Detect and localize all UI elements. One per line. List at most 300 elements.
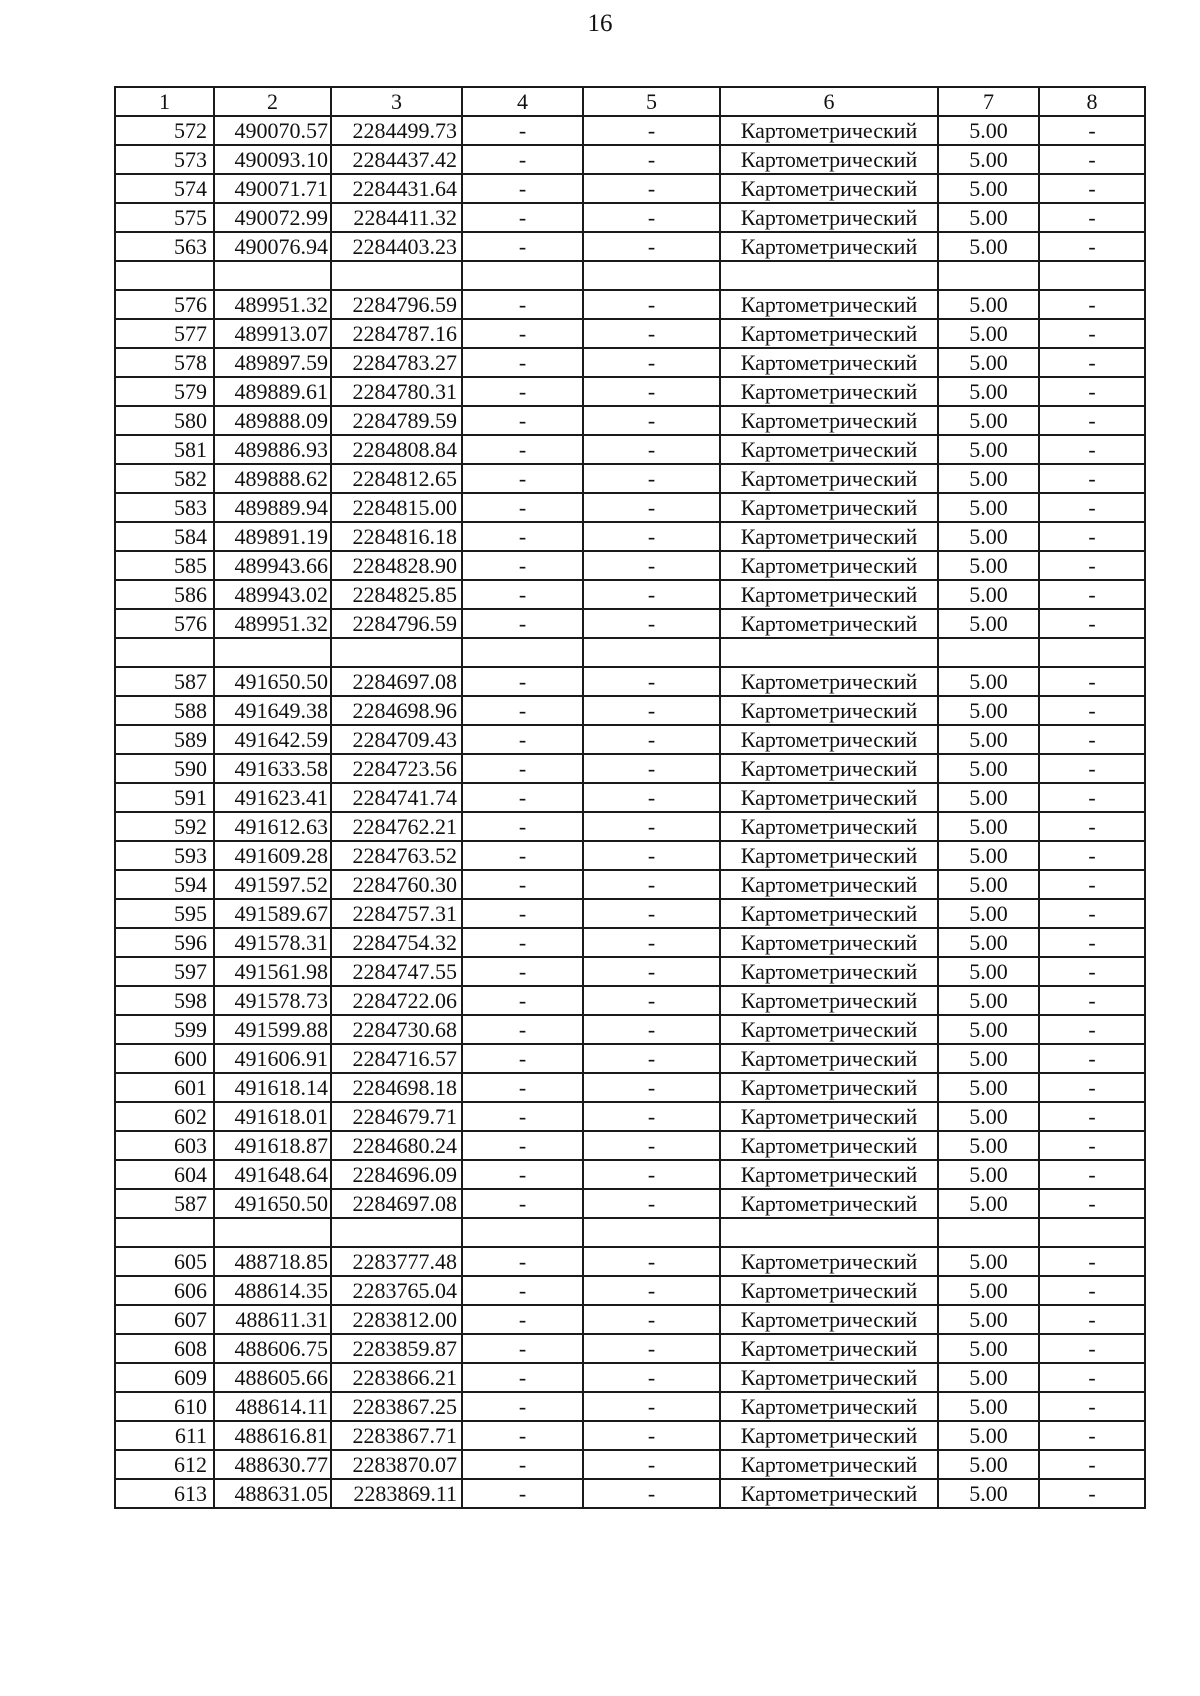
x-coordinate-cell: 491612.63 xyxy=(214,812,331,841)
col-5-cell: - xyxy=(583,493,720,522)
point-number-cell: 600 xyxy=(115,1044,214,1073)
method-cell: Картометрический xyxy=(720,1044,938,1073)
col-8-cell: - xyxy=(1039,232,1145,261)
table-row xyxy=(115,725,1145,754)
table-row xyxy=(115,1131,1145,1160)
col-4-cell: - xyxy=(462,1450,583,1479)
x-coordinate-cell: 489951.32 xyxy=(214,290,331,319)
col-8-cell: - xyxy=(1039,145,1145,174)
col-8-cell: - xyxy=(1039,377,1145,406)
point-number-cell: 587 xyxy=(115,667,214,696)
col-8-cell: - xyxy=(1039,812,1145,841)
col-5-cell: - xyxy=(583,986,720,1015)
col-4-cell: - xyxy=(462,522,583,551)
x-coordinate-cell: 488605.66 xyxy=(214,1363,331,1392)
y-coordinate-cell: 2283765.04 xyxy=(331,1276,462,1305)
col-8-cell: - xyxy=(1039,1189,1145,1218)
col-4-cell: - xyxy=(462,1102,583,1131)
point-number-cell: 610 xyxy=(115,1392,214,1421)
x-coordinate-cell: 490093.10 xyxy=(214,145,331,174)
col-5-cell: - xyxy=(583,870,720,899)
method-cell: Картометрический xyxy=(720,1479,938,1508)
col-5-cell: - xyxy=(583,899,720,928)
x-coordinate-cell: 491623.41 xyxy=(214,783,331,812)
col-5-cell: - xyxy=(583,1073,720,1102)
table-row xyxy=(115,1334,1145,1363)
col-4-cell: - xyxy=(462,203,583,232)
col-4-cell xyxy=(462,1218,583,1247)
y-coordinate-cell: 2284787.16 xyxy=(331,319,462,348)
point-number-cell: 578 xyxy=(115,348,214,377)
col-8-cell xyxy=(1039,638,1145,667)
col-8-cell: - xyxy=(1039,1102,1145,1131)
page-number: 16 xyxy=(587,10,613,37)
col-8-cell: - xyxy=(1039,754,1145,783)
col-5-cell: - xyxy=(583,725,720,754)
accuracy-cell: 5.00 xyxy=(938,609,1039,638)
y-coordinate-cell: 2284698.18 xyxy=(331,1073,462,1102)
table-row xyxy=(115,1276,1145,1305)
method-cell xyxy=(720,638,938,667)
col-4-cell: - xyxy=(462,812,583,841)
col-4-cell: - xyxy=(462,464,583,493)
col-4-cell: - xyxy=(462,957,583,986)
table-row xyxy=(115,1015,1145,1044)
accuracy-cell: 5.00 xyxy=(938,783,1039,812)
separator-row xyxy=(115,261,1145,290)
table-row xyxy=(115,754,1145,783)
col-5-cell: - xyxy=(583,1160,720,1189)
table-row xyxy=(115,783,1145,812)
x-coordinate-cell: 491578.31 xyxy=(214,928,331,957)
point-number-cell: 611 xyxy=(115,1421,214,1450)
column-header-4: 4 xyxy=(462,87,583,116)
x-coordinate-cell: 490070.57 xyxy=(214,116,331,145)
y-coordinate-cell: 2283859.87 xyxy=(331,1334,462,1363)
accuracy-cell: 5.00 xyxy=(938,493,1039,522)
col-8-cell: - xyxy=(1039,290,1145,319)
table-row xyxy=(115,232,1145,261)
method-cell: Картометрический xyxy=(720,406,938,435)
x-coordinate-cell: 491578.73 xyxy=(214,986,331,1015)
table-row xyxy=(115,116,1145,145)
col-5-cell: - xyxy=(583,1015,720,1044)
y-coordinate-cell xyxy=(331,1218,462,1247)
accuracy-cell: 5.00 xyxy=(938,1247,1039,1276)
x-coordinate-cell: 490071.71 xyxy=(214,174,331,203)
point-number-cell: 591 xyxy=(115,783,214,812)
accuracy-cell: 5.00 xyxy=(938,435,1039,464)
point-number-cell: 606 xyxy=(115,1276,214,1305)
x-coordinate-cell: 488631.05 xyxy=(214,1479,331,1508)
x-coordinate-cell: 491618.14 xyxy=(214,1073,331,1102)
col-8-cell: - xyxy=(1039,203,1145,232)
table-row xyxy=(115,522,1145,551)
accuracy-cell: 5.00 xyxy=(938,116,1039,145)
y-coordinate-cell: 2284828.90 xyxy=(331,551,462,580)
accuracy-cell: 5.00 xyxy=(938,1102,1039,1131)
x-coordinate-cell: 489889.94 xyxy=(214,493,331,522)
point-number-cell: 604 xyxy=(115,1160,214,1189)
col-5-cell: - xyxy=(583,203,720,232)
y-coordinate-cell: 2284783.27 xyxy=(331,348,462,377)
col-4-cell: - xyxy=(462,377,583,406)
accuracy-cell: 5.00 xyxy=(938,145,1039,174)
x-coordinate-cell: 491633.58 xyxy=(214,754,331,783)
table-row xyxy=(115,1073,1145,1102)
x-coordinate-cell: 491618.01 xyxy=(214,1102,331,1131)
accuracy-cell: 5.00 xyxy=(938,348,1039,377)
y-coordinate-cell: 2284754.32 xyxy=(331,928,462,957)
method-cell xyxy=(720,1218,938,1247)
method-cell: Картометрический xyxy=(720,551,938,580)
x-coordinate-cell: 491589.67 xyxy=(214,899,331,928)
col-4-cell: - xyxy=(462,1015,583,1044)
point-number-cell: 605 xyxy=(115,1247,214,1276)
col-4-cell: - xyxy=(462,174,583,203)
table-row xyxy=(115,319,1145,348)
y-coordinate-cell: 2283870.07 xyxy=(331,1450,462,1479)
point-number-cell: 585 xyxy=(115,551,214,580)
accuracy-cell: 5.00 xyxy=(938,870,1039,899)
method-cell: Картометрический xyxy=(720,928,938,957)
y-coordinate-cell: 2284431.64 xyxy=(331,174,462,203)
x-coordinate-cell: 489943.02 xyxy=(214,580,331,609)
y-coordinate-cell: 2283867.71 xyxy=(331,1421,462,1450)
method-cell: Картометрический xyxy=(720,464,938,493)
col-4-cell: - xyxy=(462,116,583,145)
table-row xyxy=(115,841,1145,870)
table-row xyxy=(115,174,1145,203)
y-coordinate-cell: 2284730.68 xyxy=(331,1015,462,1044)
col-8-cell: - xyxy=(1039,696,1145,725)
accuracy-cell: 5.00 xyxy=(938,174,1039,203)
table-row xyxy=(115,1247,1145,1276)
column-header-7: 7 xyxy=(938,87,1039,116)
point-number-cell: 592 xyxy=(115,812,214,841)
col-8-cell: - xyxy=(1039,1160,1145,1189)
x-coordinate-cell: 491649.38 xyxy=(214,696,331,725)
y-coordinate-cell: 2284763.52 xyxy=(331,841,462,870)
column-header-1: 1 xyxy=(115,87,214,116)
point-number-cell: 593 xyxy=(115,841,214,870)
method-cell: Картометрический xyxy=(720,203,938,232)
col-4-cell: - xyxy=(462,1479,583,1508)
method-cell: Картометрический xyxy=(720,522,938,551)
y-coordinate-cell: 2284723.56 xyxy=(331,754,462,783)
col-4-cell: - xyxy=(462,232,583,261)
col-5-cell: - xyxy=(583,145,720,174)
method-cell: Картометрический xyxy=(720,435,938,464)
method-cell: Картометрический xyxy=(720,145,938,174)
method-cell: Картометрический xyxy=(720,1334,938,1363)
x-coordinate-cell: 490072.99 xyxy=(214,203,331,232)
accuracy-cell: 5.00 xyxy=(938,1015,1039,1044)
col-8-cell: - xyxy=(1039,406,1145,435)
x-coordinate-cell: 490076.94 xyxy=(214,232,331,261)
point-number-cell: 609 xyxy=(115,1363,214,1392)
table-row xyxy=(115,464,1145,493)
col-5-cell: - xyxy=(583,232,720,261)
y-coordinate-cell: 2284716.57 xyxy=(331,1044,462,1073)
point-number-cell: 599 xyxy=(115,1015,214,1044)
point-number-cell: 563 xyxy=(115,232,214,261)
col-8-cell: - xyxy=(1039,319,1145,348)
col-8-cell: - xyxy=(1039,1276,1145,1305)
method-cell: Картометрический xyxy=(720,725,938,754)
accuracy-cell: 5.00 xyxy=(938,667,1039,696)
x-coordinate-cell: 488614.35 xyxy=(214,1276,331,1305)
table-row xyxy=(115,435,1145,464)
accuracy-cell: 5.00 xyxy=(938,928,1039,957)
col-4-cell: - xyxy=(462,348,583,377)
column-header-3: 3 xyxy=(331,87,462,116)
y-coordinate-cell: 2284499.73 xyxy=(331,116,462,145)
point-number-cell: 574 xyxy=(115,174,214,203)
x-coordinate-cell: 488606.75 xyxy=(214,1334,331,1363)
accuracy-cell: 5.00 xyxy=(938,319,1039,348)
col-4-cell: - xyxy=(462,493,583,522)
col-4-cell: - xyxy=(462,1363,583,1392)
y-coordinate-cell: 2284437.42 xyxy=(331,145,462,174)
y-coordinate-cell: 2284796.59 xyxy=(331,290,462,319)
y-coordinate-cell: 2284722.06 xyxy=(331,986,462,1015)
col-4-cell: - xyxy=(462,580,583,609)
accuracy-cell: 5.00 xyxy=(938,464,1039,493)
col-5-cell: - xyxy=(583,1131,720,1160)
point-number-cell: 595 xyxy=(115,899,214,928)
col-5-cell: - xyxy=(583,551,720,580)
x-coordinate-cell: 491648.64 xyxy=(214,1160,331,1189)
col-8-cell: - xyxy=(1039,957,1145,986)
accuracy-cell: 5.00 xyxy=(938,1479,1039,1508)
accuracy-cell: 5.00 xyxy=(938,725,1039,754)
col-4-cell xyxy=(462,638,583,667)
col-8-cell: - xyxy=(1039,1392,1145,1421)
table-row xyxy=(115,203,1145,232)
y-coordinate-cell: 2283867.25 xyxy=(331,1392,462,1421)
x-coordinate-cell xyxy=(214,261,331,290)
accuracy-cell: 5.00 xyxy=(938,1334,1039,1363)
accuracy-cell: 5.00 xyxy=(938,377,1039,406)
method-cell: Картометрический xyxy=(720,1247,938,1276)
method-cell xyxy=(720,261,938,290)
col-5-cell: - xyxy=(583,1363,720,1392)
method-cell: Картометрический xyxy=(720,319,938,348)
col-5-cell: - xyxy=(583,319,720,348)
point-number-cell: 576 xyxy=(115,609,214,638)
accuracy-cell: 5.00 xyxy=(938,1276,1039,1305)
y-coordinate-cell: 2284697.08 xyxy=(331,1189,462,1218)
col-5-cell: - xyxy=(583,580,720,609)
accuracy-cell: 5.00 xyxy=(938,1421,1039,1450)
x-coordinate-cell: 489886.93 xyxy=(214,435,331,464)
method-cell: Картометрический xyxy=(720,841,938,870)
x-coordinate-cell: 491618.87 xyxy=(214,1131,331,1160)
table-row xyxy=(115,1392,1145,1421)
accuracy-cell: 5.00 xyxy=(938,522,1039,551)
point-number-cell: 601 xyxy=(115,1073,214,1102)
col-8-cell xyxy=(1039,261,1145,290)
x-coordinate-cell: 491599.88 xyxy=(214,1015,331,1044)
table-row xyxy=(115,1102,1145,1131)
table-row xyxy=(115,609,1145,638)
col-4-cell: - xyxy=(462,290,583,319)
col-4-cell: - xyxy=(462,870,583,899)
col-8-cell: - xyxy=(1039,986,1145,1015)
y-coordinate-cell: 2284760.30 xyxy=(331,870,462,899)
col-5-cell: - xyxy=(583,1247,720,1276)
col-5-cell xyxy=(583,261,720,290)
x-coordinate-cell: 488630.77 xyxy=(214,1450,331,1479)
col-8-cell: - xyxy=(1039,1044,1145,1073)
col-5-cell: - xyxy=(583,1421,720,1450)
col-4-cell: - xyxy=(462,696,583,725)
point-number-cell: 576 xyxy=(115,290,214,319)
point-number-cell: 607 xyxy=(115,1305,214,1334)
method-cell: Картометрический xyxy=(720,870,938,899)
table-row xyxy=(115,1189,1145,1218)
col-5-cell: - xyxy=(583,406,720,435)
x-coordinate-cell: 489897.59 xyxy=(214,348,331,377)
accuracy-cell: 5.00 xyxy=(938,580,1039,609)
accuracy-cell: 5.00 xyxy=(938,754,1039,783)
accuracy-cell: 5.00 xyxy=(938,1131,1039,1160)
col-5-cell: - xyxy=(583,609,720,638)
y-coordinate-cell: 2284780.31 xyxy=(331,377,462,406)
x-coordinate-cell: 491597.52 xyxy=(214,870,331,899)
col-8-cell: - xyxy=(1039,870,1145,899)
accuracy-cell: 5.00 xyxy=(938,290,1039,319)
x-coordinate-cell: 491606.91 xyxy=(214,1044,331,1073)
col-4-cell: - xyxy=(462,1073,583,1102)
y-coordinate-cell: 2284789.59 xyxy=(331,406,462,435)
method-cell: Картометрический xyxy=(720,377,938,406)
point-number-cell xyxy=(115,1218,214,1247)
method-cell: Картометрический xyxy=(720,754,938,783)
col-5-cell: - xyxy=(583,1450,720,1479)
x-coordinate-cell: 488616.81 xyxy=(214,1421,331,1450)
col-4-cell: - xyxy=(462,899,583,928)
col-4-cell: - xyxy=(462,1334,583,1363)
y-coordinate-cell xyxy=(331,638,462,667)
col-8-cell: - xyxy=(1039,841,1145,870)
col-8-cell: - xyxy=(1039,1305,1145,1334)
x-coordinate-cell: 489888.09 xyxy=(214,406,331,435)
y-coordinate-cell: 2283866.21 xyxy=(331,1363,462,1392)
table-row xyxy=(115,1363,1145,1392)
point-number-cell xyxy=(115,261,214,290)
x-coordinate-cell: 489889.61 xyxy=(214,377,331,406)
col-8-cell xyxy=(1039,1218,1145,1247)
x-coordinate-cell: 491561.98 xyxy=(214,957,331,986)
table-row xyxy=(115,377,1145,406)
accuracy-cell xyxy=(938,1218,1039,1247)
column-header-6: 6 xyxy=(720,87,938,116)
table-row xyxy=(115,145,1145,174)
method-cell: Картометрический xyxy=(720,1015,938,1044)
col-8-cell: - xyxy=(1039,522,1145,551)
col-5-cell: - xyxy=(583,377,720,406)
accuracy-cell: 5.00 xyxy=(938,899,1039,928)
accuracy-cell: 5.00 xyxy=(938,841,1039,870)
accuracy-cell: 5.00 xyxy=(938,1392,1039,1421)
accuracy-cell: 5.00 xyxy=(938,1189,1039,1218)
table-row xyxy=(115,1160,1145,1189)
table-row xyxy=(115,1479,1145,1508)
y-coordinate-cell: 2284696.09 xyxy=(331,1160,462,1189)
method-cell: Картометрический xyxy=(720,1450,938,1479)
col-8-cell: - xyxy=(1039,899,1145,928)
col-5-cell: - xyxy=(583,174,720,203)
col-5-cell: - xyxy=(583,783,720,812)
col-8-cell: - xyxy=(1039,928,1145,957)
separator-row xyxy=(115,1218,1145,1247)
method-cell: Картометрический xyxy=(720,667,938,696)
y-coordinate-cell: 2284762.21 xyxy=(331,812,462,841)
column-header-2: 2 xyxy=(214,87,331,116)
accuracy-cell: 5.00 xyxy=(938,1450,1039,1479)
x-coordinate-cell: 491642.59 xyxy=(214,725,331,754)
accuracy-cell: 5.00 xyxy=(938,551,1039,580)
col-8-cell: - xyxy=(1039,464,1145,493)
col-4-cell: - xyxy=(462,1392,583,1421)
method-cell: Картометрический xyxy=(720,493,938,522)
method-cell: Картометрический xyxy=(720,1102,938,1131)
y-coordinate-cell: 2283812.00 xyxy=(331,1305,462,1334)
col-8-cell: - xyxy=(1039,435,1145,464)
x-coordinate-cell: 489891.19 xyxy=(214,522,331,551)
point-number-cell: 588 xyxy=(115,696,214,725)
table-row xyxy=(115,406,1145,435)
col-4-cell: - xyxy=(462,1160,583,1189)
col-5-cell xyxy=(583,638,720,667)
method-cell: Картометрический xyxy=(720,899,938,928)
accuracy-cell: 5.00 xyxy=(938,1073,1039,1102)
col-8-cell: - xyxy=(1039,580,1145,609)
accuracy-cell: 5.00 xyxy=(938,232,1039,261)
y-coordinate-cell: 2284403.23 xyxy=(331,232,462,261)
col-5-cell: - xyxy=(583,1334,720,1363)
accuracy-cell: 5.00 xyxy=(938,1363,1039,1392)
point-number-cell: 596 xyxy=(115,928,214,957)
col-5-cell: - xyxy=(583,290,720,319)
method-cell: Картометрический xyxy=(720,609,938,638)
col-4-cell: - xyxy=(462,1421,583,1450)
col-8-cell: - xyxy=(1039,116,1145,145)
col-4-cell: - xyxy=(462,319,583,348)
x-coordinate-cell: 488611.31 xyxy=(214,1305,331,1334)
col-8-cell: - xyxy=(1039,493,1145,522)
col-8-cell: - xyxy=(1039,174,1145,203)
col-5-cell: - xyxy=(583,116,720,145)
table-row xyxy=(115,1450,1145,1479)
point-number-cell: 579 xyxy=(115,377,214,406)
accuracy-cell: 5.00 xyxy=(938,1160,1039,1189)
col-5-cell: - xyxy=(583,348,720,377)
accuracy-cell: 5.00 xyxy=(938,696,1039,725)
col-8-cell: - xyxy=(1039,1421,1145,1450)
col-4-cell: - xyxy=(462,145,583,174)
table-row xyxy=(115,957,1145,986)
point-number-cell: 584 xyxy=(115,522,214,551)
col-8-cell: - xyxy=(1039,667,1145,696)
method-cell: Картометрический xyxy=(720,1421,938,1450)
col-8-cell: - xyxy=(1039,1131,1145,1160)
y-coordinate-cell: 2284812.65 xyxy=(331,464,462,493)
point-number-cell: 597 xyxy=(115,957,214,986)
col-8-cell: - xyxy=(1039,1363,1145,1392)
